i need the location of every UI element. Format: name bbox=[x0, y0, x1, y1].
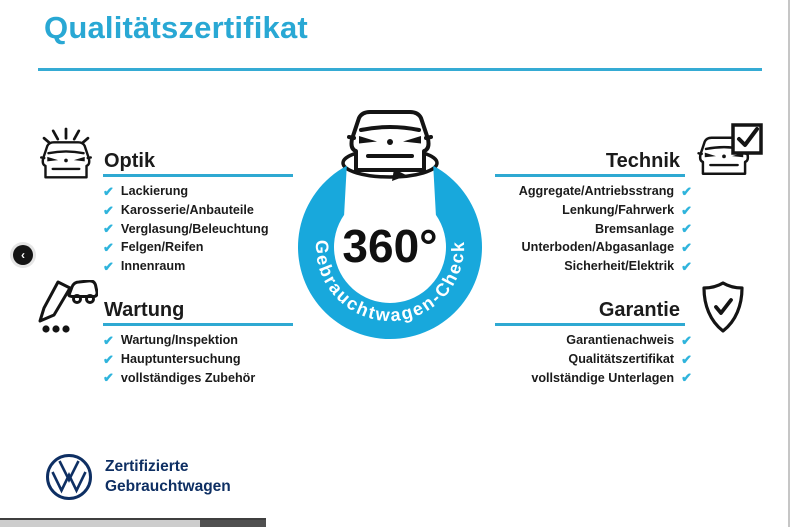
checklist-item bbox=[103, 331, 255, 350]
title-divider bbox=[38, 68, 762, 71]
service-checklist-icon bbox=[36, 280, 98, 336]
checklist-item-label: Karosserie/Anbauteile bbox=[120, 203, 254, 218]
ring-value: 360° bbox=[342, 220, 438, 272]
check-icon: ✔ bbox=[103, 202, 114, 218]
brand-line-2: Gebrauchtwagen bbox=[105, 478, 231, 495]
check-icon: ✔ bbox=[103, 332, 114, 348]
checklist-item bbox=[103, 350, 255, 369]
car-checkbox-icon bbox=[696, 122, 766, 180]
section-title-technik: Technik bbox=[605, 150, 680, 172]
check-icon: ✔ bbox=[103, 258, 114, 274]
check-icon: ✔ bbox=[103, 183, 114, 199]
checklist-item bbox=[103, 257, 269, 276]
checklist-item-label: Verglasung/Beleuchtung bbox=[120, 221, 269, 236]
check-icon: ✔ bbox=[681, 183, 692, 199]
brand-line-1: Zertifizierte bbox=[105, 458, 189, 475]
checklist-item-label: Lenkung/Fahrwerk bbox=[562, 203, 675, 218]
ring-graphic bbox=[285, 100, 495, 348]
checklist-item bbox=[420, 368, 692, 387]
checklist-item bbox=[103, 368, 255, 387]
section-underline-wartung bbox=[103, 323, 293, 326]
checklist-item-label: Lackierung bbox=[120, 184, 189, 199]
check-icon: ✔ bbox=[103, 370, 114, 386]
check-icon: ✔ bbox=[681, 370, 692, 386]
checklist-item-label: Garantienachweis bbox=[566, 333, 675, 348]
scrollbar-thumb[interactable] bbox=[200, 520, 266, 527]
checklist-item-label: Qualitätszertifikat bbox=[568, 352, 675, 367]
optik-checklist bbox=[103, 182, 269, 275]
check-icon: ✔ bbox=[681, 202, 692, 218]
checklist-item-label: Aggregate/Antriebsstrang bbox=[518, 184, 675, 199]
car-rotation-icon bbox=[343, 112, 437, 181]
page-title: Qualitätszertifikat bbox=[44, 10, 308, 45]
checklist-item-label: Wartung/Inspektion bbox=[120, 333, 238, 348]
wartung-checklist bbox=[103, 331, 255, 387]
checklist-item-label: Hauptuntersuchung bbox=[120, 352, 241, 367]
section-title-wartung: Wartung bbox=[104, 299, 185, 321]
section-title-optik: Optik bbox=[104, 150, 156, 172]
checklist-item bbox=[103, 238, 269, 257]
check-icon: ✔ bbox=[103, 239, 114, 255]
check-icon: ✔ bbox=[681, 351, 692, 367]
checklist-item bbox=[103, 182, 269, 201]
check-icon: ✔ bbox=[681, 239, 692, 255]
brand-text bbox=[105, 457, 231, 497]
checklist-item-label: vollständige Unterlagen bbox=[531, 370, 675, 385]
vw-logo bbox=[44, 452, 94, 502]
checklist-item-label: Unterboden/Abgasanlage bbox=[521, 240, 675, 255]
car-shine-icon bbox=[34, 122, 98, 180]
section-underline-technik bbox=[495, 174, 685, 177]
check-icon: ✔ bbox=[681, 258, 692, 274]
ring-label: Gebrauchtwagen-Check bbox=[311, 239, 469, 326]
scrollbar-track[interactable] bbox=[0, 518, 266, 527]
checklist-item-label: vollständiges Zubehör bbox=[120, 370, 256, 385]
checklist-item bbox=[420, 350, 692, 369]
section-title-garantie: Garantie bbox=[598, 299, 680, 321]
checklist-item-label: Innenraum bbox=[120, 259, 186, 274]
checklist-item-label: Sicherheit/Elektrik bbox=[564, 259, 675, 274]
prev-button[interactable] bbox=[13, 245, 33, 265]
check-icon: ✔ bbox=[681, 332, 692, 348]
check-icon: ✔ bbox=[103, 221, 114, 237]
section-underline-optik bbox=[103, 174, 293, 177]
check-icon: ✔ bbox=[681, 221, 692, 237]
checklist-item bbox=[103, 219, 269, 238]
section-underline-garantie bbox=[495, 323, 685, 326]
checklist-item-label: Felgen/Reifen bbox=[120, 240, 204, 255]
shield-check-icon bbox=[700, 281, 746, 333]
chevron-left-icon: ‹ bbox=[21, 248, 25, 262]
check-icon: ✔ bbox=[103, 351, 114, 367]
checklist-item bbox=[103, 201, 269, 220]
checklist-item-label: Bremsanlage bbox=[594, 221, 675, 236]
